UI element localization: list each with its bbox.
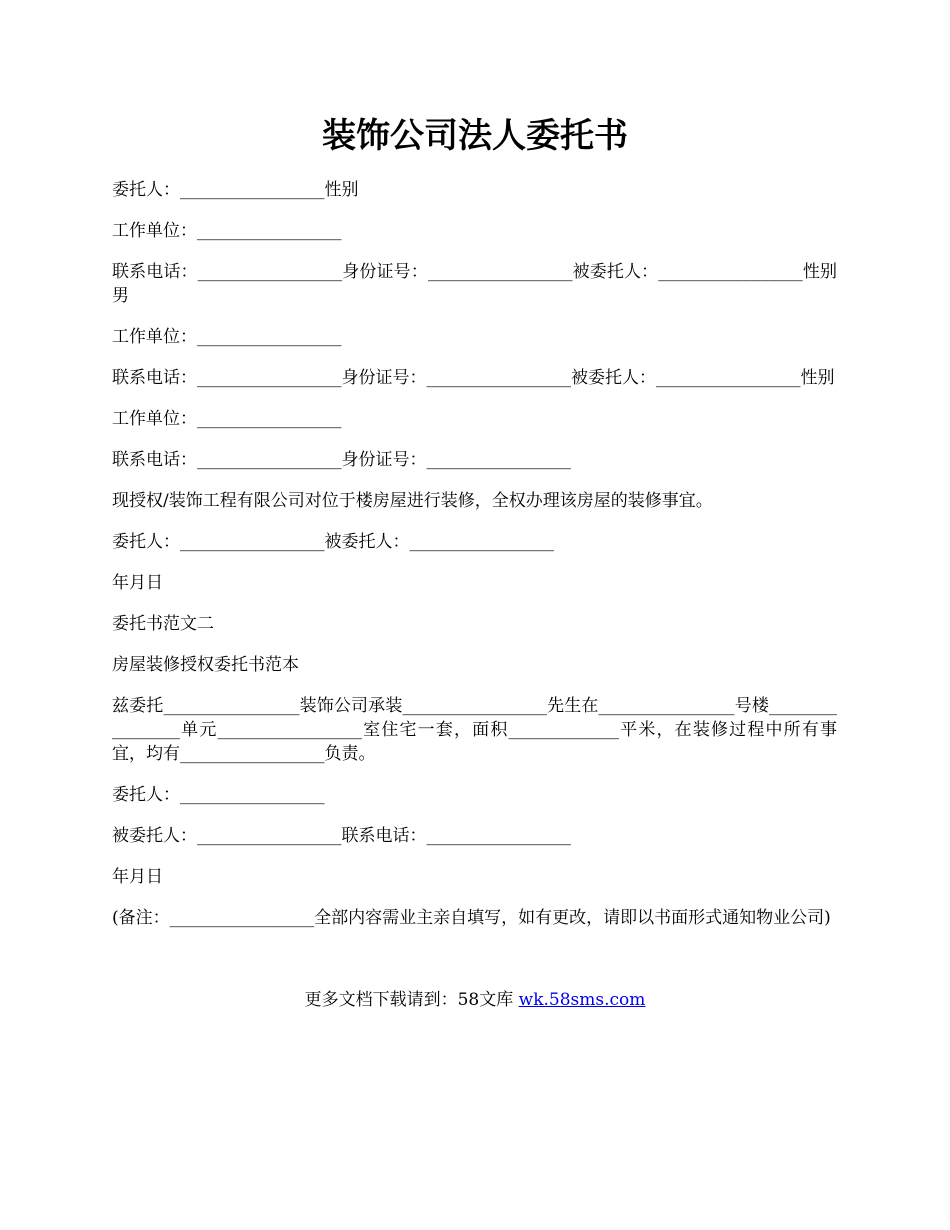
paragraph-signatures-1: 委托人：_________________被委托人：_________________	[112, 532, 554, 552]
paragraph-work-unit-3: 工作单位：_________________	[112, 409, 342, 429]
paragraph-sample-two-heading: 委托书范文二	[112, 614, 214, 634]
paragraph-date-1: 年月日	[112, 573, 163, 593]
paragraph-date-2: 年月日	[112, 867, 163, 887]
paragraph-principal: 委托人：_________________性别	[112, 180, 359, 200]
document-body	[112, 178, 837, 947]
paragraph-contact-2: 联系电话：_________________身份证号：_________________被委托人：_________________性别	[112, 368, 835, 388]
paragraph-agent-contact: 被委托人：_________________联系电话：_________________	[112, 826, 571, 846]
paragraph-commission-text: 兹委托________________装饰公司承装_________________先生在________________号楼________________单元_________________室住宅一套，面积_____________平米，在装修过程中所有事宜，均有_________________负责。	[112, 696, 837, 764]
footer	[0, 988, 950, 1012]
paragraph-contact-1: 联系电话：_________________身份证号：_________________被委托人：_________________性别男	[112, 262, 837, 306]
footer-link[interactable]: wk.58sms.com	[518, 990, 646, 1010]
paragraph-sample-two-title: 房屋装修授权委托书范本	[112, 655, 299, 675]
footer-text: 更多文档下载请到：58文库	[304, 990, 519, 1010]
paragraph-work-unit-1: 工作单位：_________________	[112, 221, 342, 241]
paragraph-remark: (备注：_________________全部内容需业主亲自填写，如有更改，请即以书面形式通知物业公司)	[112, 908, 831, 928]
document-title: 装饰公司法人委托书	[322, 116, 628, 156]
paragraph-authorization: 现授权/装饰工程有限公司对位于楼房屋进行装修，全权办理该房屋的装修事宜。	[112, 491, 713, 511]
paragraph-contact-3: 联系电话：_________________身份证号：_________________	[112, 450, 571, 470]
paragraph-work-unit-2: 工作单位：_________________	[112, 327, 342, 347]
paragraph-principal-2: 委托人：_________________	[112, 785, 325, 805]
